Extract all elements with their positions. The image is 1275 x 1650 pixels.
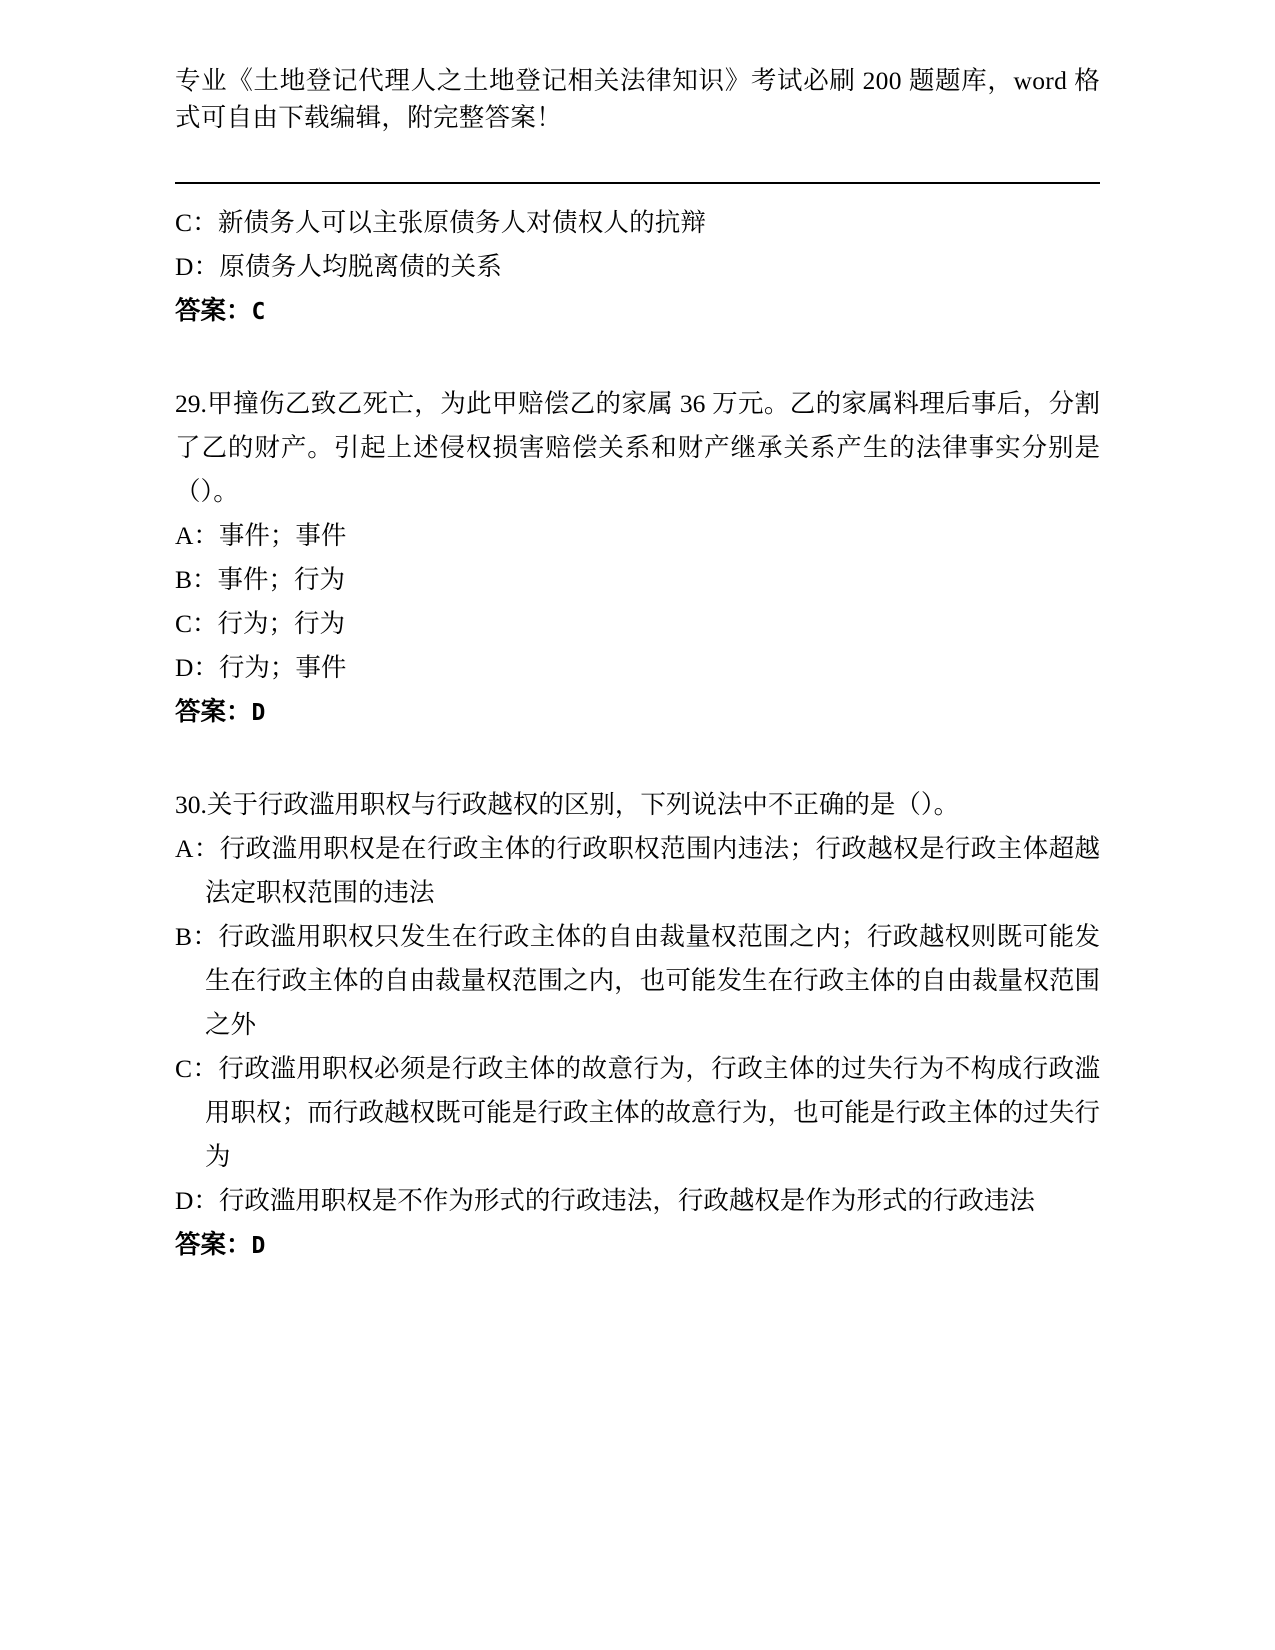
question-block-29 xyxy=(175,382,1100,735)
question-text xyxy=(175,382,1100,514)
option-item: A：行政滥用职权是在行政主体的行政职权范围内违法；行政越权是行政主体超越法定职权范围的违法 xyxy=(175,834,1100,907)
option-item: C：新债务人可以主张原债务人对债权人的抗辩 xyxy=(175,208,707,237)
answer-line xyxy=(175,690,1100,735)
option-item: B：事件；行为 xyxy=(175,565,346,594)
answer-label: 答案： xyxy=(175,1230,252,1259)
answer-value: D xyxy=(251,700,266,726)
question-text xyxy=(175,783,1100,827)
option-item: D：原债务人均脱离债的关系 xyxy=(175,252,503,281)
page-header: 专业《土地登记代理人之土地登记相关法律知识》考试必刷 200 题题库，word 格式可自由下载编辑，附完整答案！ xyxy=(175,66,1100,132)
option-item: D：行为；事件 xyxy=(175,653,347,682)
question-number: 29. xyxy=(175,389,207,418)
question-body: 甲撞伤乙致乙死亡，为此甲赔偿乙的家属 36 万元。乙的家属料理后事后，分割了乙的财产。引起上述侵权损害赔偿关系和财产继承关系产生的法律事实分别是（）。 xyxy=(175,389,1100,506)
option-item: A：事件；事件 xyxy=(175,521,347,550)
option-item: C：行政滥用职权必须是行政主体的故意行为，行政主体的过失行为不构成行政滥用职权；而行政越权既可能是行政主体的故意行为，也可能是行政主体的过失行为 xyxy=(175,1054,1100,1171)
answer-label: 答案： xyxy=(175,697,252,726)
answer-line xyxy=(175,289,1100,334)
option-item: D：行政滥用职权是不作为形式的行政违法，行政越权是作为形式的行政违法 xyxy=(175,1186,1035,1215)
answer-value: C xyxy=(251,299,266,325)
question-block-30 xyxy=(175,783,1100,1268)
continued-question-block xyxy=(175,201,1100,334)
question-number: 30. xyxy=(175,790,207,819)
answer-label: 答案： xyxy=(175,296,252,325)
question-body: 关于行政滥用职权与行政越权的区别，下列说法中不正确的是（）。 xyxy=(206,790,960,819)
header-divider xyxy=(175,182,1100,184)
option-item: B：行政滥用职权只发生在行政主体的自由裁量权范围之内；行政越权则既可能发生在行政主体的自由裁量权范围之内，也可能发生在行政主体的自由裁量权范围之外 xyxy=(175,922,1100,1039)
answer-line xyxy=(175,1223,1100,1268)
answer-value: D xyxy=(251,1233,266,1259)
option-item: C：行为；行为 xyxy=(175,609,346,638)
